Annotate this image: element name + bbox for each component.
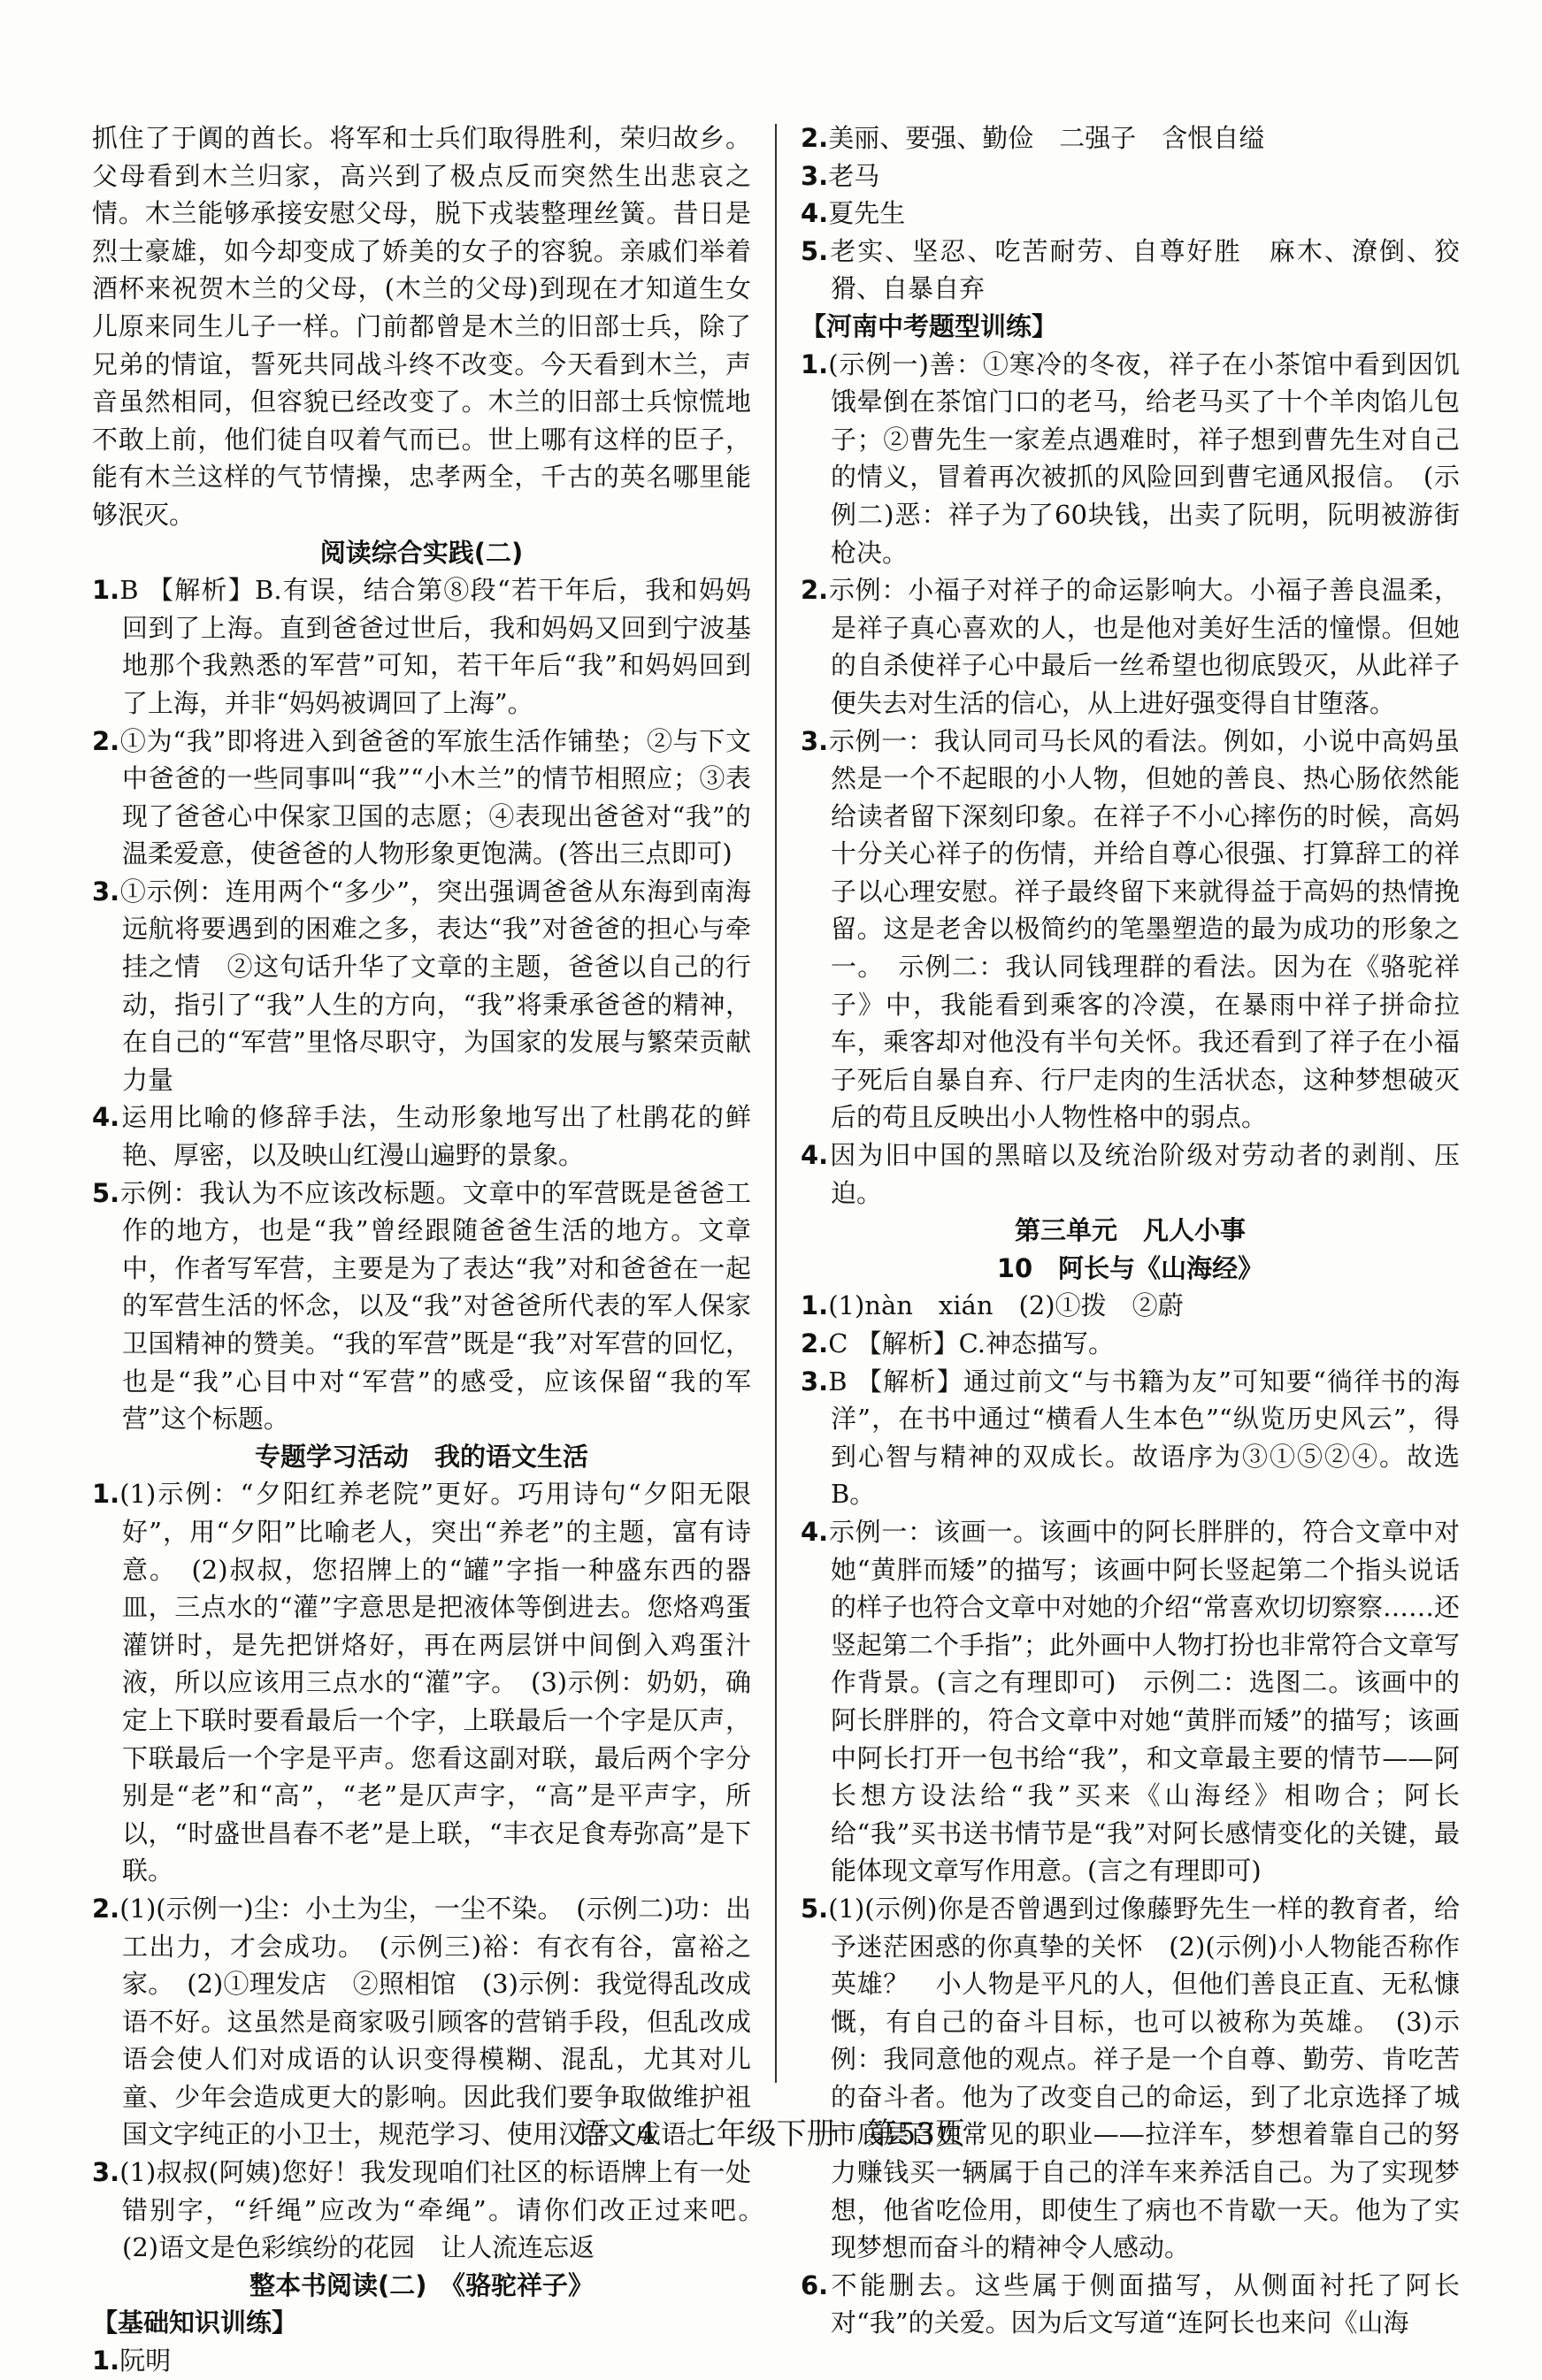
answer-text: C 【解析】C.神态描写。	[828, 1328, 1114, 1358]
answer-item	[801, 157, 1460, 195]
subheading-henan-exam: 【河南中考题型训练】	[801, 310, 1058, 341]
answer-number: 3.	[92, 876, 120, 907]
poem-translation-paragraph: 抓住了于阗的酋长。将军和士兵们取得胜利，荣归故乡。父母看到木兰归家，高兴到了极点反而突然生出悲哀之情。木兰能够承接安慰父母，脱下戎装整理丝簧。昔日是烈士豪雄，如今却变成了娇美的女子的容貌。亲戚们举着酒杯来祝贺木兰的父母，(木兰的父母)到现在才知道生女儿原来同生儿子一样。门前都曾是木兰的旧部士兵，除了兄弟的情谊，誓死共同战斗终不改变。今天看到木兰，声音虽然相同，但容貌已经改变了。木兰的旧部士兵惊慌地不敢上前，他们徒自叹着气而已。世上哪有这样的臣子，能有木兰这样的气节情操，忠孝两全，千古的英名哪里能够泯灭。	[92, 123, 751, 530]
answer-number: 3.	[801, 725, 829, 756]
answer-text: ①为“我”即将进入到爸爸的军旅生活作铺垫；②与下文中爸爸的一些同事叫“我”“小木兰”的情节相照应；③表现了爸爸心中保家卫国的志愿；④表现出爸爸对“我”的温柔爱意，使爸爸的人物形象更饱满。(答出三点即可)	[119, 725, 751, 869]
answer-number: 5.	[801, 235, 829, 266]
answer-item	[92, 2154, 778, 2267]
answer-number: 6.	[801, 2269, 829, 2300]
answer-text: (1)nàn xián (2)①拨 ②蔚	[828, 1290, 1184, 1321]
answer-list-basic-knowledge	[92, 2342, 751, 2380]
answer-item	[801, 1287, 1460, 1325]
column-divider	[775, 124, 777, 2083]
answer-list-reading-practice	[92, 571, 751, 1438]
answer-number: 4.	[801, 1140, 829, 1171]
answer-text: (1)叔叔(阿姨)您好！我发现咱们社区的标语牌上有一处错别字，“纤绳”应改为“牵绳”。请你们改正过来吧。 (2)语文是色彩缤纷的花园 让人流连忘返	[119, 2157, 778, 2263]
answer-text: B 【解析】通过前文“与书籍为友”可知要“徜徉书的海洋”，在书中通过“横看人生本色”“纵览历史风云”，得到心智与精神的双成长。故语序为③①⑤②④。故选B。	[828, 1366, 1460, 1510]
answer-number: 5.	[801, 1893, 829, 1924]
answer-number: 1.	[92, 575, 120, 606]
answer-item	[92, 2342, 751, 2380]
answer-text: ①示例：连用两个“多少”，突出强调爸爸从东海到南海远航将要遇到的困难之多，表达“我”对爸爸的担心与牵挂之情 ②这句话升华了文章的主题，爸爸以自己的行动，指引了“我”人生的方向，“我”将秉承爸爸的精神，在自己的“军营”里恪尽职守，为国家的发展与繁荣贡献力量	[119, 876, 751, 1095]
answer-number: 2.	[801, 575, 829, 606]
answer-item	[801, 1136, 1460, 1212]
answer-text: 阮明	[119, 2346, 172, 2376]
answer-item	[801, 1363, 1460, 1513]
answer-list-basic-knowledge-cont	[801, 119, 1460, 308]
answer-number: 1.	[801, 348, 829, 379]
section-heading-reading-practice: 阅读综合实践(二)	[319, 537, 524, 568]
right-column	[801, 119, 1460, 2338]
answer-text: 美丽、要强、勤俭 二强子 含恨自缢	[828, 123, 1265, 153]
answer-text: (1)(示例)你是否曾遇到过像藤野先生一样的教育者，给予迷茫困惑的你真挚的关怀 (2)(示例)小人物能否称作英雄？ 小人物是平凡的人，但他们善良正直、无私慷慨，有自己的奋斗目标，也可以被称为英雄。 (3)示例：我同意他的观点。祥子是一个自尊、勤劳、肯吃苦的奋斗者。他为了改变自己的命运，到了北京选择了城市底层百姓常见的职业——拉洋车，梦想着靠自己的努力赚钱买一辆属于自己的洋车来养活自己。为了实现梦想，他省吃俭用，即使生了病也不肯歇一天。他为了实现梦想而奋斗的精神令人感动。	[828, 1893, 1460, 2263]
answer-item	[801, 1890, 1460, 2267]
answer-number: 4.	[92, 1102, 120, 1133]
section-heading-whole-book: 整本书阅读(二) 《骆驼祥子》	[249, 2269, 594, 2300]
subheading-basic-knowledge: 【基础知识训练】	[92, 2307, 298, 2338]
answer-text: 示例：小福子对祥子的命运影响大。小福子善良温柔，是祥子真心喜欢的人，也是他对美好生活的憧憬。但她的自杀使祥子心中最后一丝希望也彻底毁灭，从此祥子便失去对生活的信心，从上进好强变得自甘堕落。	[828, 575, 1460, 718]
answer-text: 夏先生	[828, 198, 906, 229]
answer-text: 因为旧中国的黑暗以及统治阶级对劳动者的剥削、压迫。	[828, 1140, 1460, 1208]
answer-number: 3.	[92, 2157, 120, 2188]
answer-item	[92, 1098, 751, 1174]
answer-text: 示例一：该画一。该画中的阿长胖胖的，符合文章中对她“黄胖而矮”的描写；该画中阿长竖起第二个指头说话的样子也符合文章中对她的介绍“常喜欢切切察察……还竖起第二个手指”；此外画中人物打扮也非常符合文章写作背景。(言之有理即可) 示例二：选图二。该画中的阿长胖胖的，符合文章中对她“黄胖而矮”的描写；该画中阿长打开一包书给“我”，和文章最主要的情节——阿长想方设法给“我”买来《山海经》相吻合；阿长给“我”买书送书情节是“我”对阿长感情变化的关键，最能体现文章写作用意。(言之有理即可)	[828, 1516, 1460, 1886]
answer-item	[801, 346, 1460, 572]
answer-item	[801, 2267, 1460, 2342]
answer-item	[801, 195, 1460, 233]
answer-text: 老实、坚忍、吃苦耐劳、自尊好胜 麻木、潦倒、狡猾、自暴自弃	[828, 235, 1460, 304]
answer-item	[801, 119, 1460, 157]
answer-item	[92, 873, 751, 1099]
answer-number: 5.	[92, 1177, 120, 1208]
answer-number: 2.	[801, 123, 829, 153]
answer-item	[92, 1475, 751, 1890]
answer-number: 2.	[92, 1893, 120, 1924]
answer-item	[92, 1175, 751, 1438]
answer-item	[801, 571, 1460, 722]
answer-number: 1.	[801, 1290, 829, 1321]
answer-item	[801, 233, 1460, 308]
answer-text: 老马	[828, 160, 880, 191]
answer-number: 3.	[801, 1366, 829, 1397]
answer-item	[801, 723, 1460, 1137]
answer-list-henan-exam	[801, 346, 1460, 1213]
section-heading-language-life: 专题学习活动 我的语文生活	[254, 1441, 588, 1472]
answer-text: (1)(示例一)尘：小土为尘，一尘不染。 (示例二)功：出工出力，才会成功。 (示例三)裕：有衣有谷，富裕之家。 (2)①理发店 ②照相馆 (3)示例：我觉得乱改成语不好。这虽然是商家吸引顾客的营销手段，但乱改成语会使人们对成语的认识变得模糊、混乱，尤其对儿童、少年会造成更大的影响。因此我们要争取做维护祖国文字纯正的小卫士，规范学习、使用汉字、成语。	[119, 1893, 751, 2150]
answer-list-lesson-10	[801, 1287, 1460, 2342]
answer-item	[801, 1513, 1460, 1890]
answer-number: 2.	[92, 725, 120, 756]
answer-number: 3.	[801, 160, 829, 191]
unit-title: 第三单元 凡人小事	[1014, 1215, 1246, 1246]
answer-number: 1.	[92, 2346, 120, 2376]
answer-text: 不能删去。这些属于侧面描写，从侧面衬托了阿长对“我”的关爱。因为后文写道“连阿长也来问《山海	[828, 2269, 1460, 2338]
answer-number: 1.	[92, 1479, 120, 1510]
answer-number: 2.	[801, 1328, 829, 1358]
answer-number: 4.	[801, 198, 829, 229]
answer-text: (1)示例：“夕阳红养老院”更好。巧用诗句“夕阳无限好”，用“夕阳”比喻老人，突出“养老”的主题，富有诗意。 (2)叔叔，您招牌上的“罐”字指一种盛东西的器皿，三点水的“灌”字意思是把液体等倒进去。您烙鸡蛋灌饼时，是先把饼烙好，再在两层饼中间倒入鸡蛋汁液，所以应该用三点水的“灌”字。 (3)示例：奶奶，确定上下联时要看最后一个字，上联最后一个字是仄声，下联最后一个字是平声。您看这副对联，最后两个字分别是“老”和“高”，“老”是仄声字，“高”是平声字，所以，“时盛世昌春不老”是上联，“丰衣足食寿弥高”是下联。	[119, 1479, 751, 1886]
answer-text: 示例一：我认同司马长风的看法。例如，小说中高妈虽然是一个不起眼的小人物，但她的善良、热心肠依然能给读者留下深刻印象。在祥子不小心摔伤的时候，高妈十分关心祥子的伤情，并给自尊心很强、打算辞工的祥子以心理安慰。祥子最终留下来就得益于高妈的热情挽留。这是老舍以极简约的笔墨塑造的最为成功的形象之一。 示例二：我认同钱理群的看法。因为在《骆驼祥子》中，我能看到乘客的冷漠，在暴雨中祥子拼命拉车，乘客却对他没有半句关怀。我还看到了祥子在小福子死后自暴自弃、行尸走肉的生活状态，这种梦想破灭后的苟且反映出小人物性格中的弱点。	[828, 725, 1460, 1133]
answer-text: B 【解析】B.有误，结合第⑧段“若干年后，我和妈妈回到了上海。直到爸爸过世后，我和妈妈又回到宁波基地那个我熟悉的军营”可知，若干年后“我”和妈妈回到了上海，并非“妈妈被调回了上海”。	[119, 575, 751, 718]
answer-item	[92, 723, 751, 873]
lesson-title: 10 阿长与《山海经》	[996, 1252, 1264, 1283]
page-footer: 语文4 七年级下册 第53页	[577, 2116, 965, 2152]
answer-item	[92, 571, 751, 722]
answer-text: 运用比喻的修辞手法，生动形象地写出了杜鹃花的鲜艳、厚密，以及映山红漫山遍野的景象。	[119, 1102, 751, 1171]
answer-number: 4.	[801, 1516, 829, 1547]
answer-text: 示例：我认为不应该改标题。文章中的军营既是爸爸工作的地方，也是“我”曾经跟随爸爸生活的地方。文章中，作者写军营，主要是为了表达“我”对和爸爸在一起的军营生活的怀念，以及“我”对爸爸所代表的军人保家卫国精神的赞美。“我的军营”既是“我”对军营的回忆，也是“我”心目中对“军营”的感受，应该保留“我的军营”这个标题。	[119, 1177, 751, 1435]
answer-item	[801, 1325, 1460, 1363]
answer-text: (示例一)善：①寒冷的冬夜，祥子在小茶馆中看到因饥饿晕倒在茶馆门口的老马，给老马买了十个羊肉馅儿包子；②曹先生一家差点遇难时，祥子想到曹先生对自己的情义，冒着再次被抓的风险回到曹宅通风报信。 (示例二)恶：祥子为了60块钱，出卖了阮明，阮明被游街枪决。	[828, 348, 1460, 568]
